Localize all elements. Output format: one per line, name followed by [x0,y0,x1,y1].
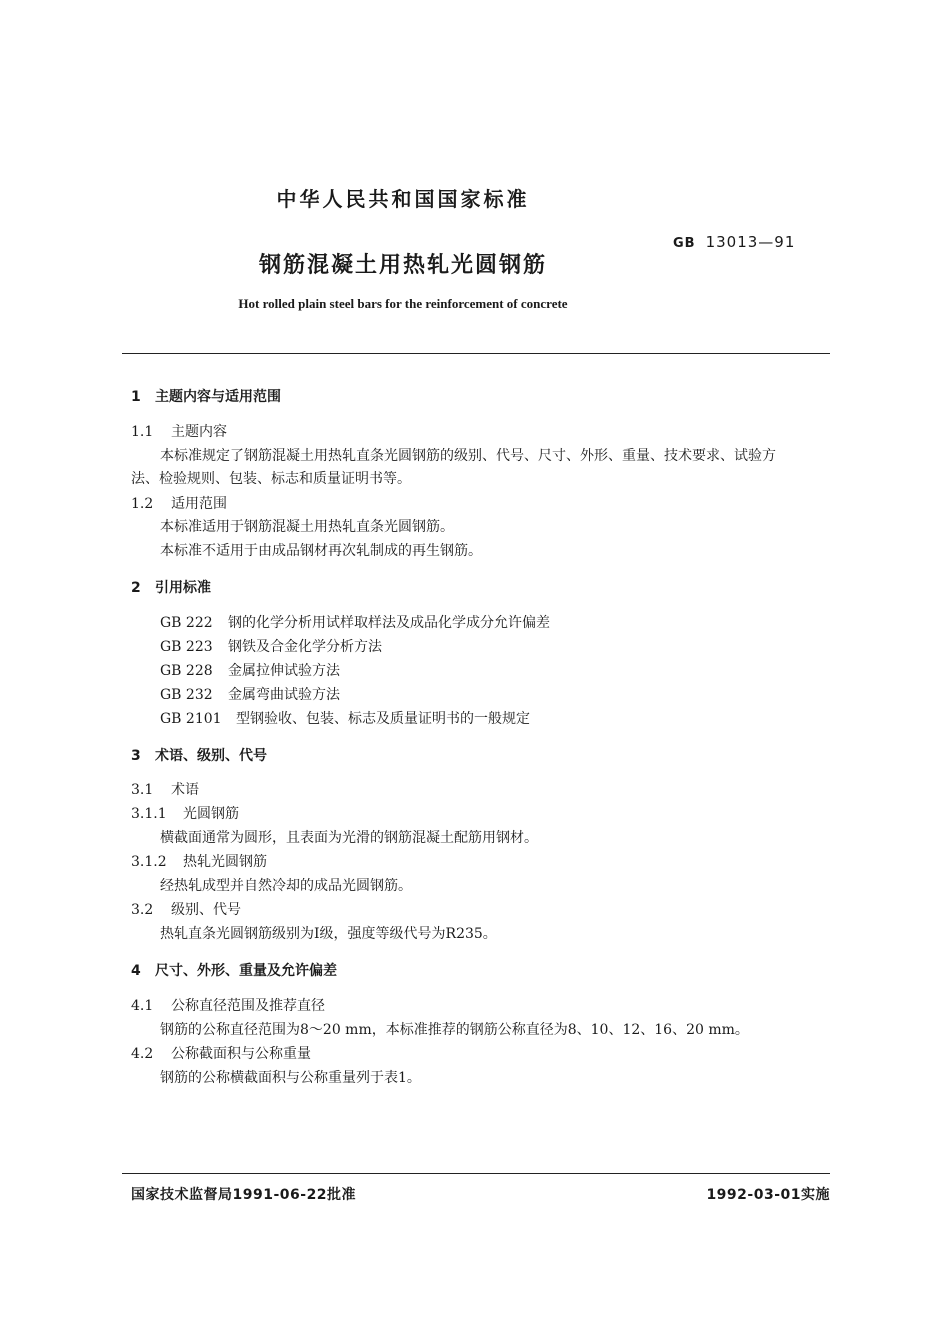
section-2-heading [131,577,211,597]
reference-code: GB 228 [160,663,213,679]
paragraph: 经热轧成型并自然冷却的成品光圆钢筋。 [160,878,412,894]
footer-rule [122,1173,830,1174]
section-number: 3.1.1 [131,806,167,822]
section-title: 尺寸、外形、重量及允许偏差 [155,963,337,979]
section-4-2-heading [131,1043,311,1063]
standard-prefix: GB [673,236,696,251]
section-number: 3.2 [131,902,154,918]
section-title: 术语 [171,782,199,798]
section-3-1-heading [131,779,199,799]
document-title-en: Hot rolled plain steel bars for the reinforcement of concrete [238,296,568,311]
reference-item [160,636,382,656]
approval-date: 国家技术监督局1991-06-22批准 [131,1187,357,1203]
section-title: 热轧光圆钢筋 [183,854,267,870]
section-title: 适用范围 [171,496,227,512]
section-title: 级别、代号 [171,902,241,918]
section-title: 光圆钢筋 [183,806,239,822]
section-number: 2 [131,580,141,596]
section-number: 3.1.2 [131,854,167,870]
header-rule [122,353,830,354]
reference-item [160,708,530,728]
paragraph: 本标准不适用于由成品钢材再次轧制成的再生钢筋。 [160,543,482,559]
section-number: 4.1 [131,998,154,1014]
reference-code: GB 223 [160,639,213,655]
section-title: 引用标准 [155,580,211,596]
reference-code: GB 222 [160,615,213,631]
reference-title: 钢铁及合金化学分析方法 [228,639,382,655]
reference-title: 金属拉伸试验方法 [228,663,340,679]
section-number: 1.2 [131,496,154,512]
paragraph: 钢筋的公称横截面积与公称重量列于表1。 [160,1070,421,1086]
implementation-date: 1992-03-01实施 [706,1187,830,1203]
paragraph: 本标准适用于钢筋混凝土用热轧直条光圆钢筋。 [160,519,454,535]
section-number: 3 [131,748,141,764]
document-title-cn: 钢筋混凝土用热轧光圆钢筋 [258,253,547,278]
section-title: 公称直径范围及推荐直径 [171,998,325,1014]
section-3-1-1-heading [131,803,239,823]
paragraph: 热轧直条光圆钢筋级别为Ⅰ级，强度等级代号为R235。 [160,926,497,942]
paragraph: 法、检验规则、包装、标志和质量证明书等。 [131,471,411,487]
section-3-1-2-heading [131,851,267,871]
section-4-heading [131,960,337,980]
reference-code: GB 2101 [160,711,222,727]
section-3-heading [131,745,267,765]
section-1-heading [131,386,281,406]
reference-item [160,684,340,704]
section-number: 1 [131,389,141,405]
reference-code: GB 232 [160,687,213,703]
paragraph: 钢筋的公称直径范围为8～20 mm，本标准推荐的钢筋公称直径为8、10、12、16、20 mm。 [160,1022,749,1038]
section-1-2-heading [131,493,227,513]
reference-title: 金属弯曲试验方法 [228,687,340,703]
country-standard-heading: 中华人民共和国国家标准 [276,187,530,211]
section-number: 1.1 [131,424,154,440]
reference-title: 型钢验收、包装、标志及质量证明书的一般规定 [236,711,530,727]
section-4-1-heading [131,995,325,1015]
section-title: 公称截面积与公称重量 [171,1046,311,1062]
reference-title: 钢的化学分析用试样取样法及成品化学成分允许偏差 [228,615,550,631]
reference-item [160,612,550,632]
reference-item [160,660,340,680]
section-3-2-heading [131,899,241,919]
section-number: 4 [131,963,141,979]
section-title: 主题内容与适用范围 [155,389,281,405]
section-number: 4.2 [131,1046,154,1062]
section-title: 主题内容 [171,424,227,440]
section-title: 术语、级别、代号 [155,748,267,764]
section-number: 3.1 [131,782,154,798]
paragraph: 横截面通常为圆形，且表面为光滑的钢筋混凝土配筋用钢材。 [160,830,538,846]
standard-code: 13013—91 [705,233,796,251]
section-1-1-heading [131,421,227,441]
paragraph: 本标准规定了钢筋混凝土用热轧直条光圆钢筋的级别、代号、尺寸、外形、重量、技术要求、试验方 [160,448,776,464]
